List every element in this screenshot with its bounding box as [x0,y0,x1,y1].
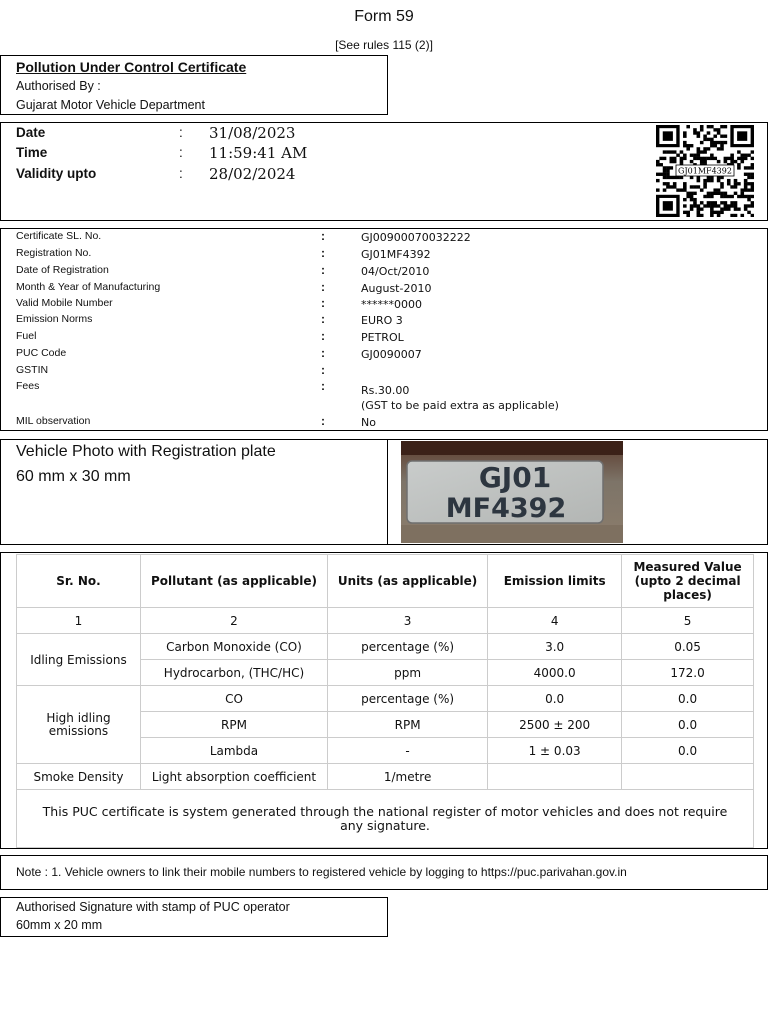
authorised-by-label: Authorised By : [16,79,101,93]
detail-label: Fees [16,380,40,392]
detail-value: (GST to be paid extra as applicable) [361,399,559,412]
pollutant-cell: Hydrocarbon, (THC/HC) [140,660,327,686]
measured-cell [622,764,754,790]
column-number: 2 [140,608,327,634]
measured-cell: 0.0 [622,738,754,764]
header-pollutant: Pollutant (as applicable) [140,555,327,608]
colon: : [321,379,325,393]
qr-code [656,125,754,217]
colon: : [321,229,325,243]
date-label: Date [16,125,46,140]
colon: : [321,296,325,310]
photo-frame [387,439,768,545]
plate-line-1: GJ01 [478,461,552,494]
issue-info-box [0,122,768,221]
detail-label: Emission Norms [16,313,93,325]
detail-label: Month & Year of Manufacturing [16,281,161,293]
photo-title: Vehicle Photo with Registration plate [16,443,276,460]
header-measured: Measured Value (upto 2 decimal places) [622,555,754,608]
photo-size: 60 mm x 30 mm [16,468,131,485]
pollutant-cell: Light absorption coefficient [140,764,327,790]
measured-cell: 0.0 [622,712,754,738]
pollutant-cell: Carbon Monoxide (CO) [140,634,327,660]
qr-registration-text: GJ01MF4392 [678,166,732,176]
high-idling-label: High idling emissions [17,686,141,764]
detail-value: ******0000 [361,298,422,311]
emission-table [16,554,754,848]
limit-cell: 2500 ± 200 [488,712,622,738]
colon: : [321,414,325,428]
signature-box [0,897,388,937]
column-number: 1 [17,608,141,634]
colon: : [321,346,325,360]
units-cell: - [328,738,488,764]
note-box [0,855,768,890]
colon: : [321,280,325,294]
units-cell: ppm [328,660,488,686]
certificate-header-box [0,55,388,115]
units-cell: RPM [328,712,488,738]
validity-value: 28/02/2024 [209,165,296,183]
colon: : [321,312,325,326]
detail-value: PETROL [361,331,404,344]
header-limits: Emission limits [488,555,622,608]
column-number: 5 [622,608,754,634]
detail-value: GJ00900070032222 [361,231,471,244]
pollutant-cell: RPM [140,712,327,738]
detail-label: MIL observation [16,415,91,427]
units-cell: percentage (%) [328,634,488,660]
colon: : [179,145,183,160]
detail-value: Rs.30.00 [361,384,410,397]
units-cell: 1/metre [328,764,488,790]
emission-table-box [0,552,768,849]
detail-value: GJ0090007 [361,348,422,361]
limit-cell: 4000.0 [488,660,622,686]
note-text: Note : 1. Vehicle owners to link their mobile numbers to registered vehicle by logging to https://puc.parivahan.gov.in [16,865,627,879]
measured-cell: 0.05 [622,634,754,660]
colon: : [321,263,325,277]
signature-size: 60mm x 20 mm [16,918,103,932]
pollutant-cell: Lambda [140,738,327,764]
vehicle-photo-box [0,439,768,545]
system-generated-note: This PUC certificate is system generated through the national register of motor vehicles and does not require any signature. [17,790,754,848]
detail-value: No [361,416,376,429]
colon: : [321,329,325,343]
colon: : [321,363,325,377]
idling-emissions-label: Idling Emissions [17,634,141,686]
units-cell: percentage (%) [328,686,488,712]
detail-label: GSTIN [16,364,49,376]
date-value: 31/08/2023 [209,124,296,142]
measured-cell: 172.0 [622,660,754,686]
detail-value: August-2010 [361,282,432,295]
time-label: Time [16,145,48,160]
column-number: 3 [328,608,488,634]
header-sr-no: Sr. No. [17,555,141,608]
header-units: Units (as applicable) [328,555,488,608]
measured-cell: 0.0 [622,686,754,712]
validity-label: Validity upto [16,166,97,181]
limit-cell [488,764,622,790]
detail-label: Registration No. [16,247,92,259]
vehicle-details-box [0,228,768,431]
detail-value: EURO 3 [361,314,403,327]
colon: : [321,246,325,260]
detail-label: Certificate SL. No. [16,230,102,242]
detail-label: Date of Registration [16,264,109,276]
signature-label: Authorised Signature with stamp of PUC operator [16,900,290,914]
limit-cell: 3.0 [488,634,622,660]
colon: : [179,125,183,140]
detail-label: PUC Code [16,347,67,359]
limit-cell: 1 ± 0.03 [488,738,622,764]
detail-value: 04/Oct/2010 [361,265,430,278]
detail-value: GJ01MF4392 [361,248,431,261]
smoke-density-label: Smoke Density [17,764,141,790]
detail-label: Valid Mobile Number [16,297,113,309]
limit-cell: 0.0 [488,686,622,712]
time-value: 11:59:41 AM [209,144,308,162]
pollutant-cell: CO [140,686,327,712]
vehicle-plate-photo [401,441,623,543]
colon: : [179,166,183,181]
column-number: 4 [488,608,622,634]
authority-name: Gujarat Motor Vehicle Department [16,98,205,112]
rules-reference: [See rules 115 (2)] [335,38,433,52]
certificate-title: Pollution Under Control Certificate [16,59,247,75]
plate-line-2: MF4392 [445,493,567,524]
detail-label: Fuel [16,330,37,342]
form-title: Form 59 [354,8,414,25]
